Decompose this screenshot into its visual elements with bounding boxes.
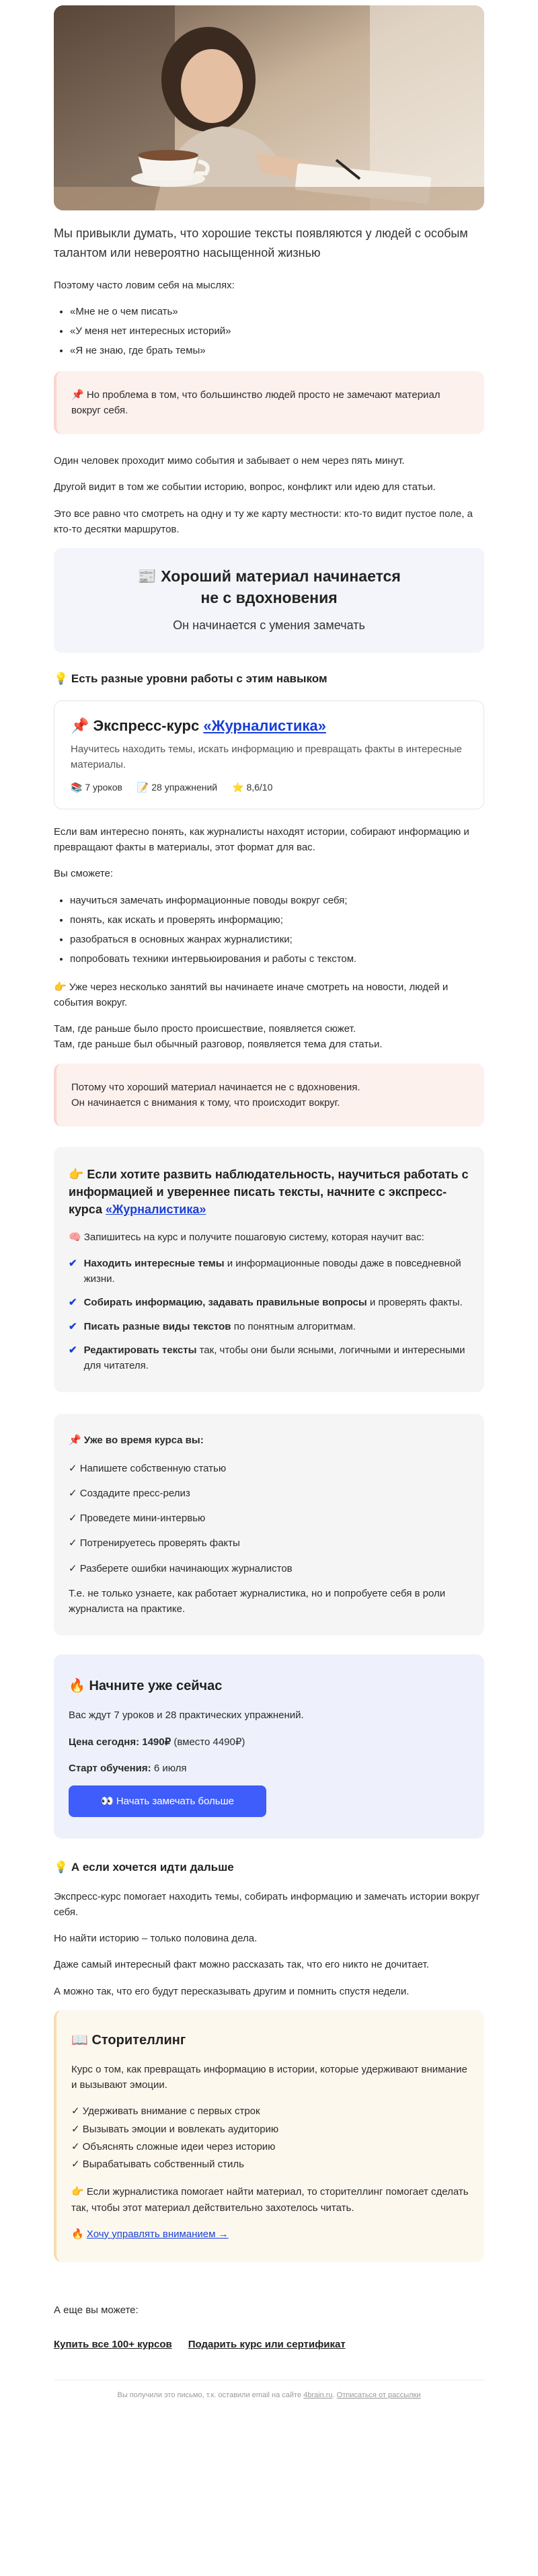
more-intro: А еще вы можете: (54, 2304, 139, 2317)
during-item: ✓ Проведете мини-интервью (69, 1513, 206, 1525)
unsubscribe-link[interactable]: Отписаться от рассылки (336, 2390, 421, 2399)
footer-separator: . (332, 2390, 337, 2399)
attention-note (54, 1063, 484, 1127)
further-heading: 💡 А если хочется идти дальше (54, 1861, 234, 1874)
checkmark-icon: ✔ (69, 1297, 77, 1309)
start-subtitle: Вас ждут 7 уроков и 28 практических упражнений. (69, 1709, 304, 1722)
storytelling-link-line (71, 2226, 469, 2242)
before-after-line1: Там, где раньше было просто происшествие, появляется сюжет. (54, 1023, 356, 1035)
paragraph: Другой видит в том же событии историю, вопрос, конфликт или идею для статьи. (54, 481, 436, 493)
price-old: (вместо 4490₽) (171, 1736, 245, 1748)
paragraph: А можно так, что его будут пересказывать другим и помнить спустя недели. (54, 1985, 410, 1997)
start-title: 🔥 Начните уже сейчас (69, 1679, 223, 1694)
paragraph: Это все равно что смотреть на одну и ту же карту местности: кто-то видит пустое поле, а кто-то десятки маршрутов. (54, 508, 473, 535)
check-item-rest: и проверять факты. (367, 1297, 463, 1309)
check-item-text (84, 1295, 463, 1310)
develop-title-text: 👉 Если хотите развить наблюдательность, научиться работать с информацией и увереннее писать тексты, начните с экспресс-курса (69, 1168, 469, 1217)
footer-text: Вы получили это письмо, т.к. оставили email на сайте (117, 2390, 304, 2399)
start-button[interactable]: 👀 Начать замечать больше (69, 1785, 266, 1817)
before-after (54, 1021, 484, 1053)
attention-note-line1: Потому что хороший материал начинается не с вдохновения. (71, 1081, 360, 1093)
check-item-bold: Находить интересные темы (83, 1257, 225, 1269)
course-description: Научитесь находить темы, искать информацию и превращать факты в интересные материалы. (71, 743, 462, 771)
price-current: Цена сегодня: 1490₽ (69, 1736, 171, 1748)
course-link[interactable]: «Журналистика» (203, 717, 326, 734)
list-item: • «Я не знаю, где брать темы» (70, 343, 484, 358)
checkmark-icon: ✔ (69, 1320, 77, 1332)
check-item-bold: Писать разные виды текстов (83, 1320, 231, 1332)
site-link[interactable]: 4brain.ru (303, 2390, 333, 2399)
paragraph: Экспресс-курс помогает находить темы, собирать информацию и замечать истории вокруг себя. (54, 1890, 480, 1918)
list-item: • разобраться в основных жанрах журналистики; (70, 932, 484, 947)
paragraph: Но найти историю – только половина дела. (54, 1933, 258, 1945)
check-item (69, 1319, 469, 1334)
storytelling-title: 📖 Сторителлинг (71, 2032, 186, 2048)
price-line (69, 1734, 469, 1750)
footer (54, 2380, 484, 2401)
course-meta (71, 780, 467, 795)
check-item-text (84, 1256, 469, 1287)
during-title: 📌 Уже во время курса вы: (69, 1435, 204, 1447)
check-item-text (84, 1342, 469, 1374)
develop-course-link[interactable]: «Журналистика» (106, 1203, 206, 1217)
thoughts-list (70, 304, 484, 359)
storytelling-box (54, 2010, 484, 2262)
course-title (71, 715, 467, 737)
lessons-count: 📚 7 уроков (71, 782, 122, 793)
check-item-text (84, 1319, 356, 1334)
course-title-prefix: 📌 Экспресс-курс (71, 717, 204, 734)
buy-all-courses-link[interactable]: Купить все 100+ курсов (54, 2339, 172, 2351)
develop-title (69, 1166, 469, 1218)
check-item-rest: и информационные поводы даже в повседневной жизни. (83, 1257, 461, 1285)
start-label: Старт обучения: (69, 1762, 151, 1774)
paragraph: Даже самый интересный факт можно рассказать так, что его никто не дочитает. (54, 1959, 429, 1971)
check-item (69, 1295, 469, 1310)
highlight-box (54, 548, 484, 653)
during-outro: Т.е. не только узнаете, как работает журналистика, но и попробуете себя в роли журналиста на практике. (69, 1587, 446, 1615)
gift-course-link[interactable]: Подарить курс или сертификат (188, 2339, 346, 2351)
paragraph: Один человек проходит мимо события и забывает о нем через пять минут. (54, 455, 405, 467)
list-item: • «У меня нет интересных историй» (70, 323, 484, 339)
highlight-title-line2: не с вдохновения (200, 589, 338, 607)
storytelling-item: ✓ Вызывать эмоции и вовлекать аудиторию (71, 2123, 279, 2135)
start-now-box (54, 1654, 484, 1839)
during-item: ✓ Потренируетесь проверять факты (69, 1537, 240, 1549)
list-item: • «Мне не о чем писать» (70, 304, 484, 319)
start-date-line (69, 1761, 469, 1776)
hero-image (54, 5, 484, 210)
storytelling-item: ✓ Вырабатывать собственный стиль (71, 2159, 244, 2171)
check-item-rest: по понятным алгоритмам. (231, 1320, 356, 1332)
email-body (54, 0, 484, 2421)
lead-text: Мы привыкли думать, что хорошие тексты появляются у людей с особым талантом или невероятно насыщенной жизнью (54, 227, 468, 259)
attention-note-text (71, 1080, 469, 1111)
check-item-bold: Собирать информацию, задавать правильные вопросы (83, 1297, 367, 1309)
during-course-box (54, 1414, 484, 1636)
course-card (54, 700, 484, 809)
storytelling-desc: Курс о том, как превращать информацию в истории, которые удерживают внимание и вызывают эмоции. (71, 2063, 467, 2091)
storytelling-item: ✓ Объяснять сложные идеи через историю (71, 2140, 276, 2152)
check-item-bold: Редактировать тексты (83, 1344, 197, 1356)
storytelling-note: 👉 Если журналистика помогает найти материал, то сторителлинг помогает сделать так, чтобы этот материал действительно захотелось читать. (71, 2186, 469, 2214)
fire-icon: 🔥 (71, 2228, 87, 2240)
before-after-line2: Там, где раньше был обычный разговор, появляется тема для статьи. (54, 1039, 383, 1051)
exercises-count: 📝 28 упражнений (137, 782, 218, 793)
check-item (69, 1342, 469, 1374)
develop-intro: 🧠 Запишитесь на курс и получите пошаговую систему, которая научит вас: (69, 1231, 424, 1243)
highlight-subtitle: Он начинается с умения замечать (173, 618, 365, 633)
can-list (70, 893, 484, 967)
attention-note-line2: Он начинается с внимания к тому, что происходит вокруг. (71, 1096, 340, 1109)
thoughts-intro: Поэтому часто ловим себя на мыслях: (54, 279, 235, 291)
storytelling-item: ✓ Удерживать внимание с первых строк (71, 2105, 260, 2118)
check-item (69, 1256, 469, 1287)
checkmark-icon: ✔ (69, 1344, 77, 1356)
start-date: 6 июля (151, 1762, 187, 1774)
problem-callout (54, 371, 484, 435)
rating: ⭐ 8,6/10 (232, 782, 273, 793)
can-intro: Вы сможете: (54, 868, 114, 880)
during-item: ✓ Разберете ошибки начинающих журналистов (69, 1562, 293, 1574)
more-links (54, 2337, 484, 2352)
highlight-title-line1: 📰 Хороший материал начинается (137, 567, 401, 586)
list-item: • понять, как искать и проверять информацию; (70, 912, 484, 928)
highlight-title (70, 565, 468, 608)
storytelling-link[interactable]: Хочу управлять вниманием → (86, 2228, 229, 2240)
after-lessons: 👉 Уже через несколько занятий вы начинаете иначе смотреть на новости, людей и события вокруг. (54, 981, 449, 1008)
levels-heading: 💡 Есть разные уровни работы с этим навыком (54, 672, 328, 686)
course-intro: Если вам интересно понять, как журналисты находят истории, собирают информацию и превращают факты в материалы, этот формат для вас. (54, 826, 469, 854)
list-item: • попробовать техники интервьюирования и работы с текстом. (70, 951, 484, 967)
problem-text: 📌 Но проблема в том, что большинство людей просто не замечают материал вокруг себя. (71, 389, 440, 416)
check-item-rest: так, чтобы они были ясными, логичными и интересными для читателя. (83, 1344, 465, 1372)
woman-writing-illustration (54, 5, 484, 210)
checkmark-icon: ✔ (69, 1257, 77, 1269)
during-item: ✓ Создадите пресс-релиз (69, 1487, 190, 1499)
during-item: ✓ Напишете собственную статью (69, 1462, 227, 1474)
list-item: • научиться замечать информационные поводы вокруг себя; (70, 893, 484, 908)
develop-box (54, 1147, 484, 1392)
